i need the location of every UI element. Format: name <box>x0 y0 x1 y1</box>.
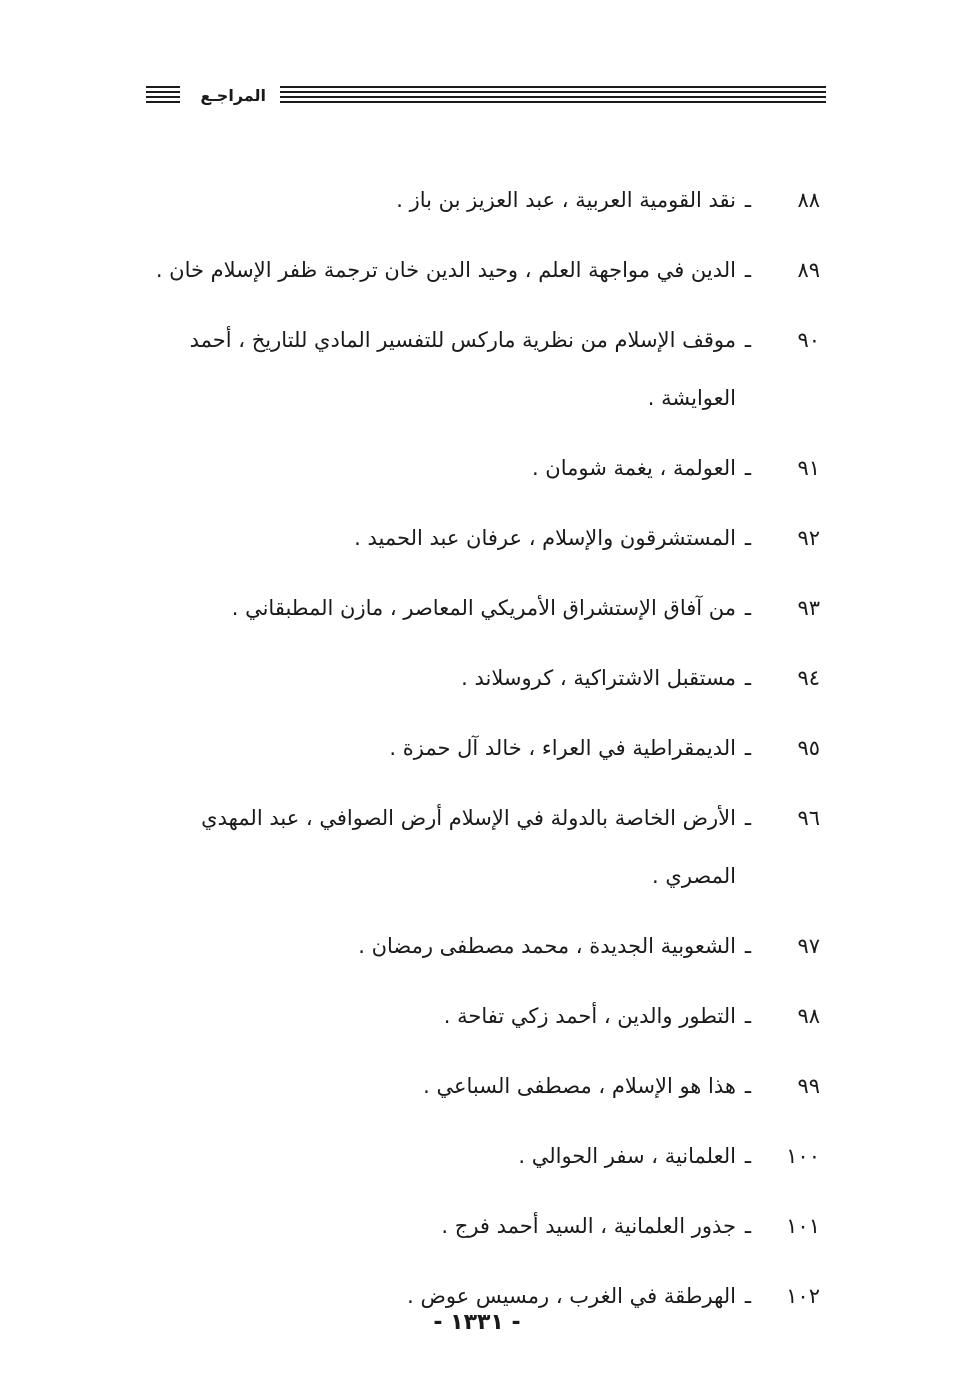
reference-dash: ـ <box>744 1214 752 1238</box>
reference-item-96 <box>130 800 820 905</box>
reference-item-88 <box>130 182 820 229</box>
header-title: المراجـع <box>200 86 266 105</box>
reference-dash: ـ <box>744 736 752 760</box>
reference-text: موقف الإسلام من نظرية ماركس للتفسير المادي للتاريخ ، أحمد العوايشة . <box>189 328 736 410</box>
reference-dash: ـ <box>744 806 752 830</box>
reference-text: العولمة ، يغمة شومان . <box>531 456 736 480</box>
reference-text: المستشرقون والإسلام ، عرفان عبد الحميد . <box>354 526 736 550</box>
reference-number: ٩٢ <box>797 526 820 550</box>
reference-item-89 <box>130 252 820 299</box>
header-rule-left <box>146 86 180 106</box>
reference-number: ٩٥ <box>797 736 820 760</box>
reference-text: الشعوبية الجديدة ، محمد مصطفى رمضان . <box>358 934 736 958</box>
reference-number: ٩٣ <box>797 596 820 620</box>
reference-number: ٩٠ <box>797 328 820 352</box>
reference-text: من آفاق الإستشراق الأمريكي المعاصر ، مازن المطبقاني . <box>231 596 736 620</box>
reference-dash: ـ <box>744 258 752 282</box>
reference-item-92 <box>130 520 820 567</box>
reference-number: ١٠٠ <box>786 1144 820 1168</box>
reference-text: العلمانية ، سفر الحوالي . <box>518 1144 736 1168</box>
reference-text: الهرطقة في الغرب ، رمسيس عوض . <box>407 1284 736 1308</box>
reference-item-99 <box>130 1068 820 1115</box>
reference-dash: ـ <box>744 666 752 690</box>
reference-text: مستقبل الاشتراكية ، كروسلاند . <box>461 666 736 690</box>
reference-dash: ـ <box>744 188 752 212</box>
references-list <box>130 182 820 1348</box>
reference-number: ٩٤ <box>797 666 820 690</box>
reference-dash: ـ <box>744 1004 752 1028</box>
reference-text: هذا هو الإسلام ، مصطفى السباعي . <box>423 1074 736 1098</box>
reference-item-90 <box>130 322 820 427</box>
reference-text: الديمقراطية في العراء ، خالد آل حمزة . <box>389 736 736 760</box>
reference-dash: ـ <box>744 456 752 480</box>
reference-item-100 <box>130 1138 820 1185</box>
reference-number: ١٠٢ <box>786 1284 820 1308</box>
reference-number: ٩١ <box>797 456 820 480</box>
reference-item-93 <box>130 590 820 637</box>
reference-number: ٩٩ <box>797 1074 820 1098</box>
reference-item-95 <box>130 730 820 777</box>
running-header <box>146 84 826 110</box>
reference-text: التطور والدين ، أحمد زكي تفاحة . <box>443 1004 736 1028</box>
reference-item-97 <box>130 928 820 975</box>
reference-dash: ـ <box>744 328 752 352</box>
reference-item-98 <box>130 998 820 1045</box>
reference-text: نقد القومية العربية ، عبد العزيز بن باز . <box>396 188 736 212</box>
reference-number: ١٠١ <box>786 1214 820 1238</box>
reference-item-91 <box>130 450 820 497</box>
reference-number: ٨٨ <box>797 188 820 212</box>
header-rule-right <box>280 86 826 106</box>
reference-item-101 <box>130 1208 820 1255</box>
reference-dash: ـ <box>744 1284 752 1308</box>
reference-number: ٨٩ <box>797 258 820 282</box>
reference-number: ٩٨ <box>797 1004 820 1028</box>
reference-dash: ـ <box>744 934 752 958</box>
reference-dash: ـ <box>744 1074 752 1098</box>
reference-text: الأرض الخاصة بالدولة في الإسلام أرض الصوافي ، عبد المهدي المصري . <box>201 806 736 888</box>
reference-dash: ـ <box>744 596 752 620</box>
reference-dash: ـ <box>744 1144 752 1168</box>
reference-item-94 <box>130 660 820 707</box>
reference-text: جذور العلمانية ، السيد أحمد فرج . <box>441 1214 736 1238</box>
reference-dash: ـ <box>744 526 752 550</box>
reference-number: ٩٦ <box>797 806 820 830</box>
reference-number: ٩٧ <box>797 934 820 958</box>
reference-text: الدين في مواجهة العلم ، وحيد الدين خان ترجمة ظفر الإسلام خان . <box>155 258 736 282</box>
page-number: - ١٣٣١ - <box>433 1310 521 1335</box>
